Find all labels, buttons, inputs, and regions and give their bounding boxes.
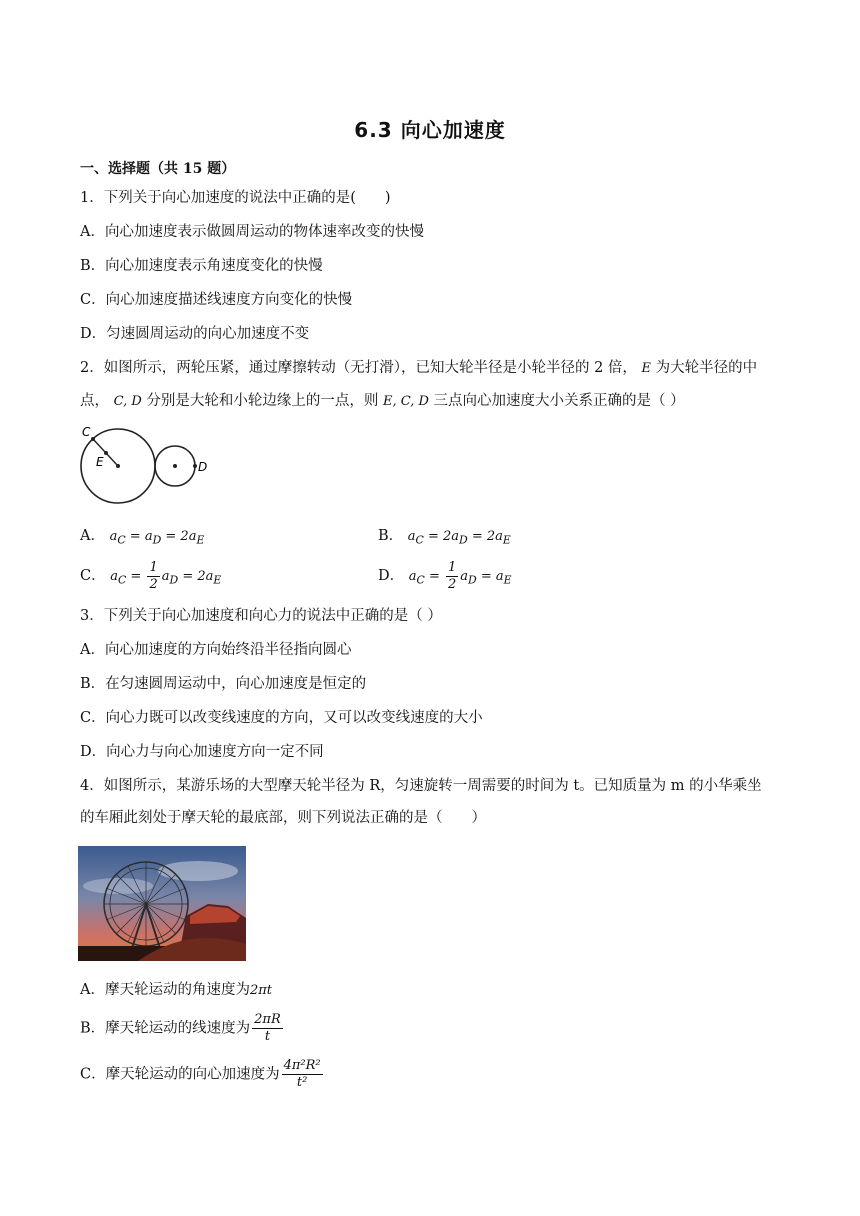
q1-option-b: B．向心加速度表示角速度变化的快慢 bbox=[80, 258, 323, 274]
q3-option-a: A．向心加速度的方向始终沿半径指向圆心 bbox=[80, 642, 352, 658]
section-heading: 一、选择题（共 15 题） bbox=[80, 161, 236, 177]
page-title: 6.3 向心加速度 bbox=[354, 118, 506, 142]
q2-option-c: C． $a_C$ = $\frac{1}{2}$ $a_D = 2a_E$ bbox=[80, 560, 222, 592]
q1-option-d: D．匀速圆周运动的向心加速度不变 bbox=[80, 326, 310, 342]
q2-option-b: B． $a_C = 2a_D = 2a_E$ bbox=[378, 528, 511, 547]
q3-stem: 3．下列关于向心加速度和向心力的说法中正确的是（ ） bbox=[80, 608, 442, 624]
q2-var-e: E bbox=[641, 361, 652, 376]
two-wheels-diagram bbox=[78, 420, 213, 505]
ferris-wheel-photo bbox=[78, 846, 246, 961]
q4-option-c: C．摩天轮运动的向心加速度为 $\frac{\text{4π²R²}}{\text{t²}}$ bbox=[80, 1058, 321, 1090]
small-center bbox=[173, 464, 177, 468]
q3-option-b: B．在匀速圆周运动中，向心加速度是恒定的 bbox=[80, 676, 367, 692]
q1-stem: 1．下列关于向心加速度的说法中正确的是( ) bbox=[80, 190, 391, 206]
q2-option-d: D． $a_C$ = $\frac{1}{2}$ $a_D = a_E$ bbox=[378, 560, 512, 592]
q2-stem-line1: 2．如图所示，两轮压紧，通过摩擦转动（无打滑），已知大轮半径是小轮半径的 2 倍， E 为大轮半径的中 bbox=[80, 360, 758, 376]
label-c: C bbox=[82, 425, 91, 439]
q4-option-a: A．摩天轮运动的角速度为2πt bbox=[80, 982, 273, 998]
q4-stem-line2: 的车厢此刻处于摩天轮的最底部，则下列说法正确的是（ ） bbox=[80, 810, 486, 826]
q1-option-c: C．向心加速度描述线速度方向变化的快慢 bbox=[80, 292, 353, 308]
label-e: E bbox=[96, 455, 104, 469]
point-e bbox=[104, 451, 108, 455]
q4-stem-line1: 4．如图所示，某游乐场的大型摩天轮半径为 R，匀速旋转一周需要的时间为 t。已知质量为 m 的小华乘坐 bbox=[80, 778, 762, 794]
q2-var-cd: C, D bbox=[113, 394, 142, 409]
point-d bbox=[193, 464, 197, 468]
q4-option-b: B．摩天轮运动的线速度为 $\frac{2\pi R}{t}$ bbox=[80, 1012, 281, 1044]
label-d: D bbox=[198, 460, 208, 474]
q4-c-fraction: $\frac{\text{4π²R²}}{\text{t²}}$ bbox=[283, 1058, 321, 1090]
large-center bbox=[116, 464, 120, 468]
q3-option-c: C．向心力既可以改变线速度的方向，又可以改变线速度的大小 bbox=[80, 710, 483, 726]
q2-var-ecd: E, C, D bbox=[383, 394, 429, 409]
q4-b-fraction: $\frac{2\pi R}{t}$ bbox=[254, 1012, 281, 1044]
q3-option-d: D．向心力与向心加速度方向一定不同 bbox=[80, 744, 324, 760]
q2-option-a: A． $a_C = a_D = 2a_E$ bbox=[80, 528, 205, 547]
point-c bbox=[91, 437, 95, 441]
q4-a-expr: 2πt bbox=[249, 983, 273, 998]
q2-stem-line2: 点， C, D 分别是大轮和小轮边缘上的一点，则 E, C, D 三点向心加速度大小关系正确的是（ ） bbox=[80, 393, 685, 409]
q1-option-a: A．向心加速度表示做圆周运动的物体速率改变的快慢 bbox=[80, 224, 424, 240]
